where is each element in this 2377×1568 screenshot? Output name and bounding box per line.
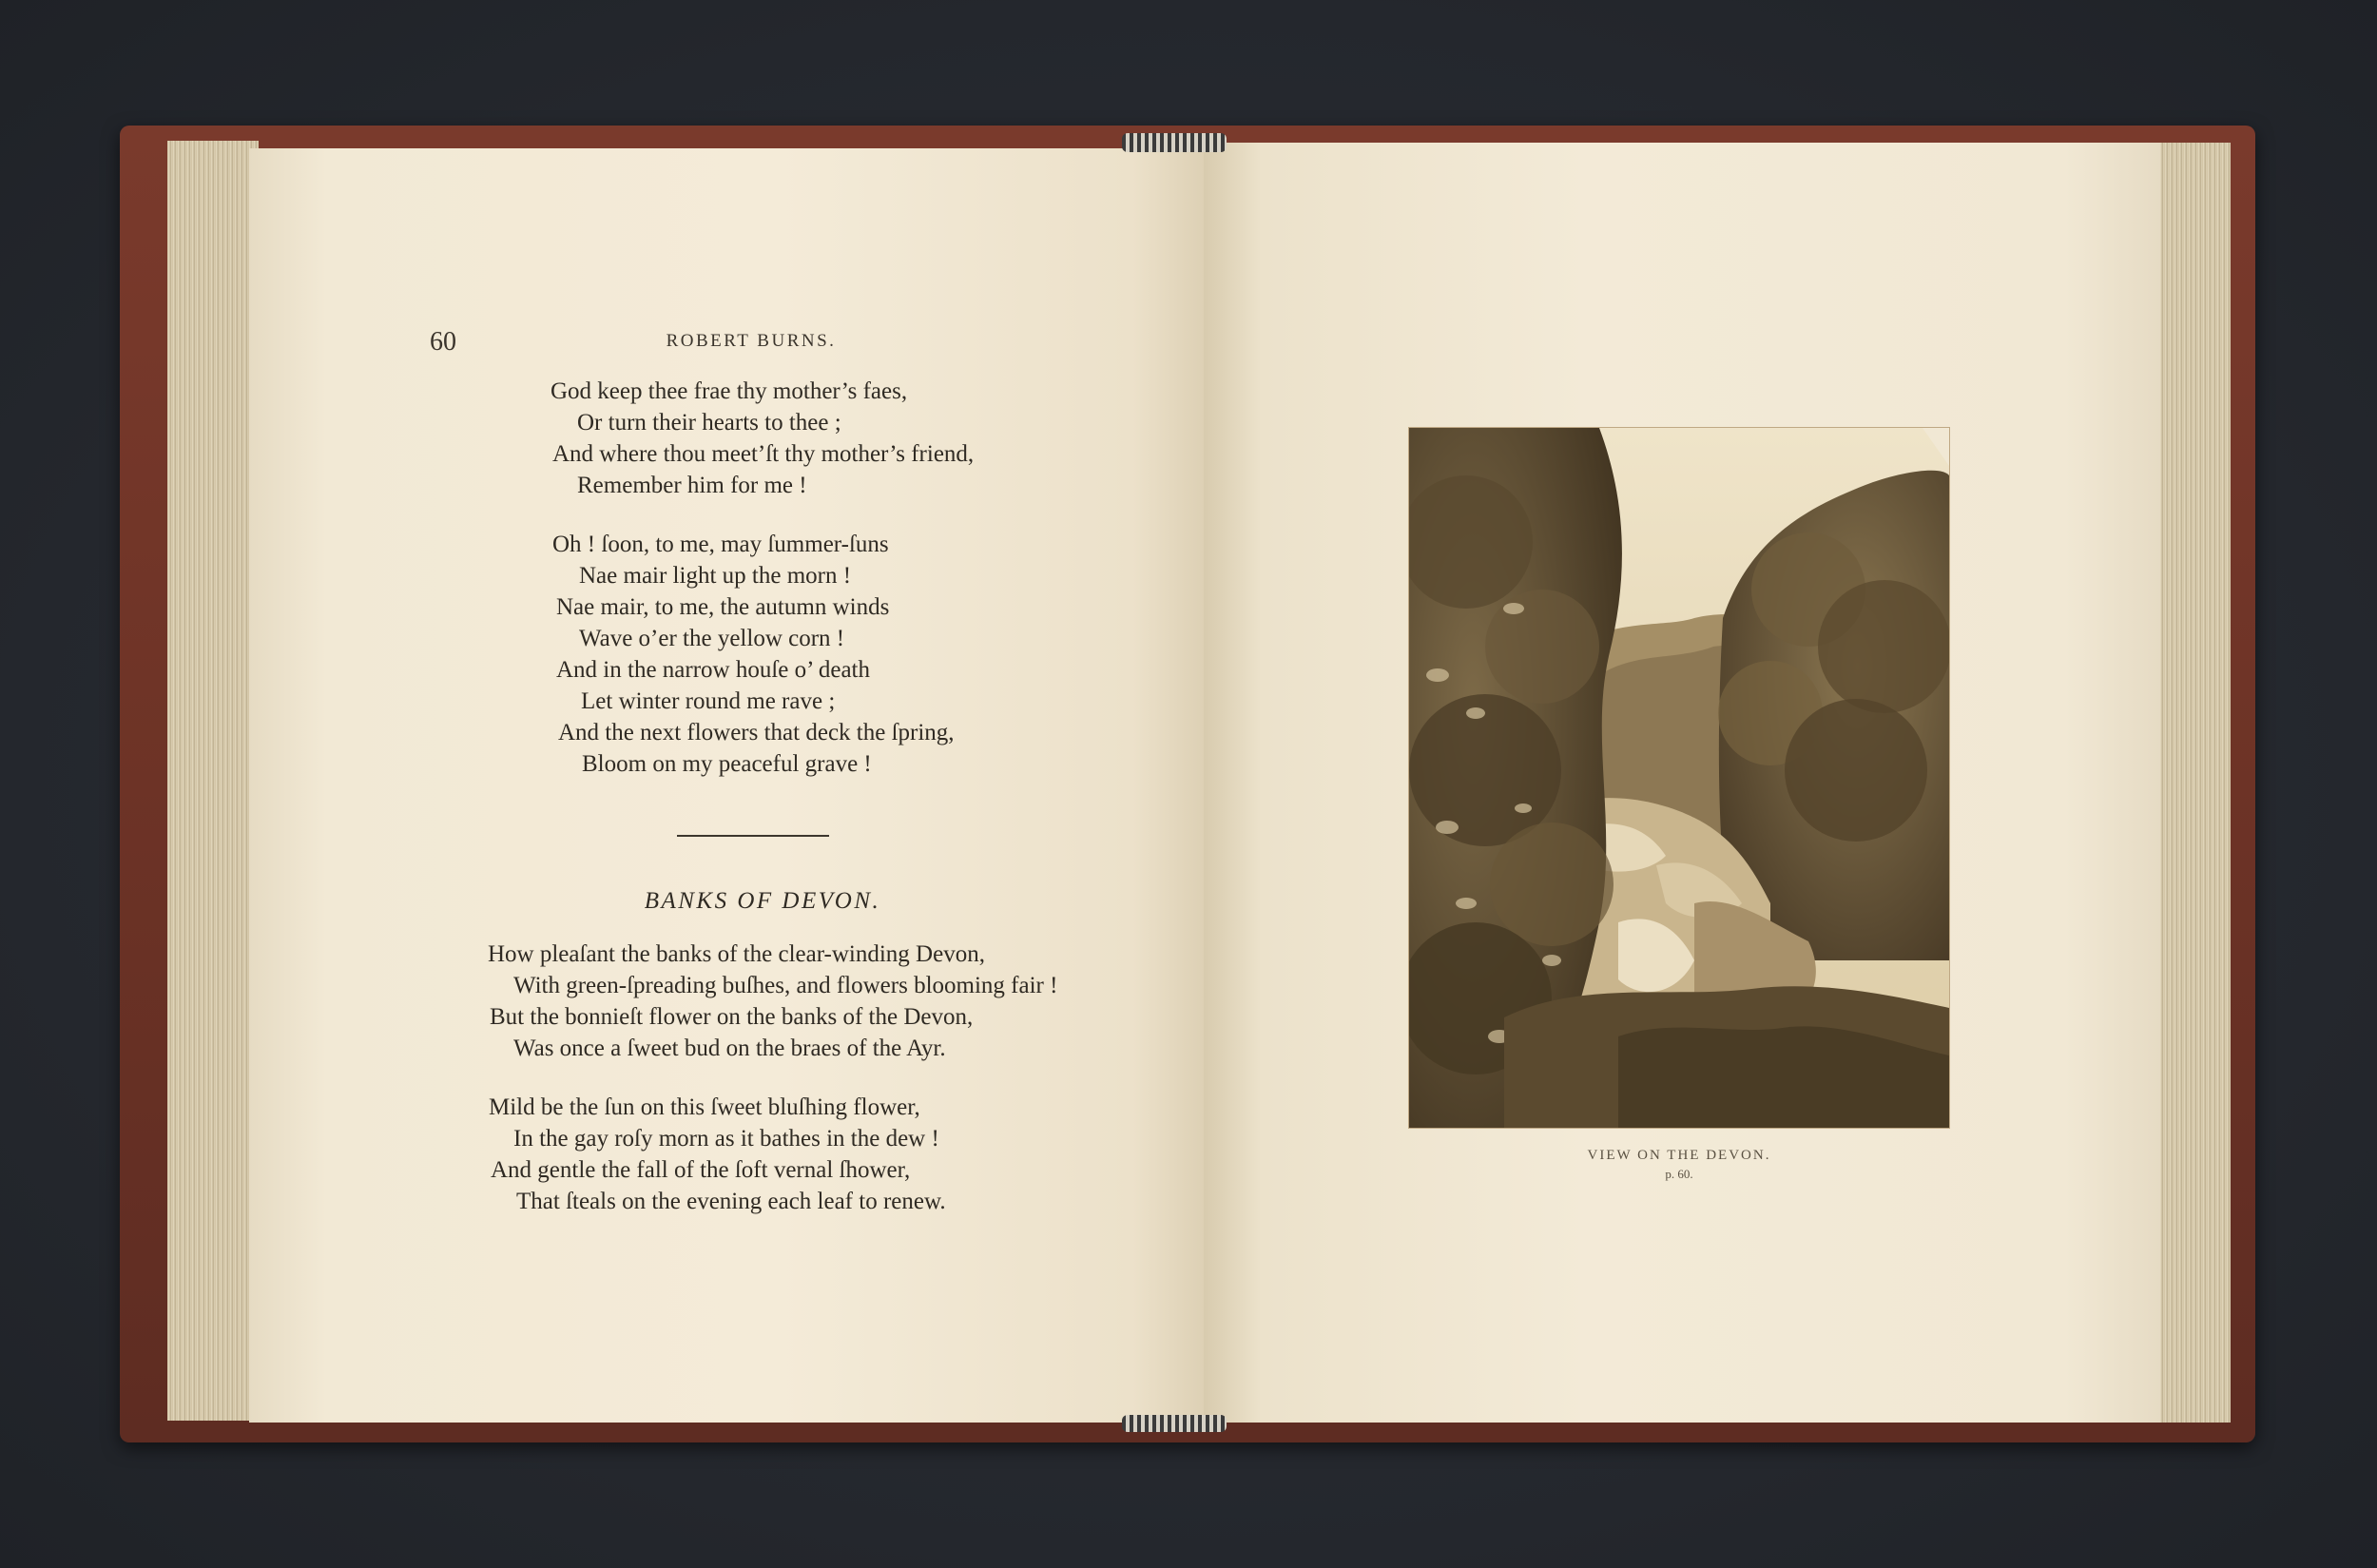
poem-line: Nae mair light up the morn ! <box>579 563 852 589</box>
section-divider <box>677 835 829 837</box>
poem-line: That ſteals on the evening each leaf to renew. <box>516 1189 946 1214</box>
poem-line: Remember him for me ! <box>577 473 807 498</box>
river-photograph <box>1409 428 1949 1128</box>
poem-line: With green-ſpreading buſhes, and flowers blooming fair ! <box>513 973 1058 998</box>
photo-page-reference: p. 60. <box>1665 1167 1693 1181</box>
spine-stitching-bottom <box>1122 1415 1227 1432</box>
poem-line: And gentle the fall of the ſoft vernal ſhower, <box>491 1157 911 1183</box>
poem-line: And where thou meet’ſt thy mother’s friend, <box>552 441 975 467</box>
poem-line: Or turn their hearts to thee ; <box>577 410 841 436</box>
page-number: 60 <box>430 327 456 357</box>
poem-line: But the bonnieſt flower on the banks of the Devon, <box>490 1004 974 1030</box>
photo-caption: VIEW ON THE DEVON. <box>1587 1148 1771 1163</box>
poem-line: In the gay roſy morn as it bathes in the dew ! <box>513 1126 939 1152</box>
poem-line: Wave o’er the yellow corn ! <box>579 626 845 651</box>
poem-line: Oh ! ſoon, to me, may ſummer-ſuns <box>552 532 889 557</box>
poem-line: And in the narrow houſe o’ death <box>556 657 870 683</box>
poem-line: How pleaſant the banks of the clear-winding Devon, <box>488 941 985 967</box>
left-page-stack <box>167 141 259 1421</box>
poem-line: Nae mair, to me, the autumn winds <box>556 594 890 620</box>
section-title: BANKS OF DEVON. <box>644 888 881 914</box>
poem-line: Let winter round me rave ; <box>581 688 836 714</box>
poem-line: Bloom on my peaceful grave ! <box>582 751 872 777</box>
spine-stitching-top <box>1122 133 1227 152</box>
poem-line: Mild be the ſun on this ſweet bluſhing flower, <box>489 1094 920 1120</box>
poem-line: Was once a ſweet bud on the braes of the Ayr. <box>513 1036 946 1061</box>
poem-line: God keep thee frae thy mother’s faes, <box>551 378 908 404</box>
poem-line: And the next flowers that deck the ſpring, <box>558 720 955 745</box>
running-head: ROBERT BURNS. <box>666 331 837 351</box>
